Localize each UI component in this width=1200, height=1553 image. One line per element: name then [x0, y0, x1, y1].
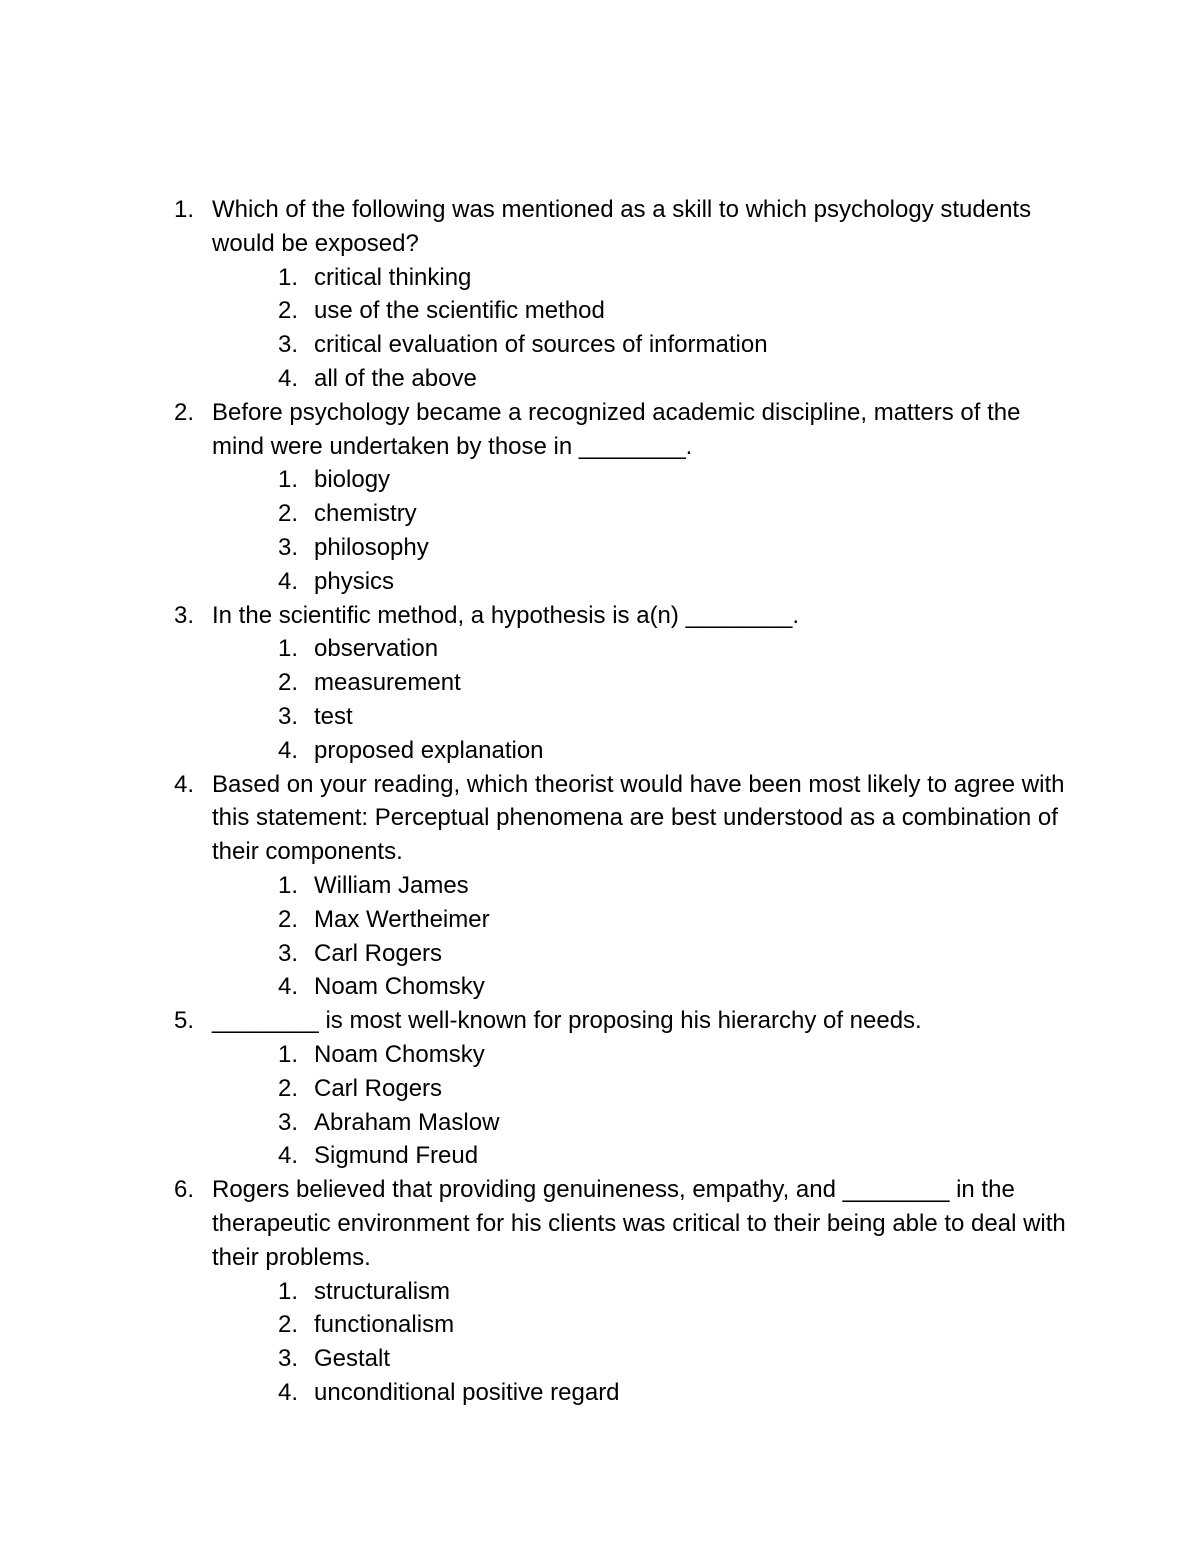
question-number: 1. [174, 196, 195, 223]
choice-number: 3. [278, 939, 299, 967]
answer-choice-list [212, 1038, 1074, 1173]
choice-text: all of the above [314, 364, 477, 392]
answer-choice [212, 1139, 1074, 1173]
answer-choice [212, 937, 1074, 971]
answer-choice [212, 632, 1074, 666]
choice-number: 1. [278, 871, 299, 899]
choice-number: 4. [278, 736, 299, 764]
question-item [174, 599, 1074, 768]
choice-number: 4. [278, 567, 299, 595]
choice-number: 2. [278, 1311, 299, 1339]
answer-choice [212, 1106, 1074, 1140]
choice-number: 3. [278, 533, 299, 561]
quiz-question-list [174, 193, 1074, 1410]
choice-number: 3. [278, 1108, 299, 1136]
answer-choice [212, 531, 1074, 565]
choice-text: critical evaluation of sources of information [314, 331, 768, 359]
choice-text: proposed explanation [314, 736, 544, 764]
question-text: Before psychology became a recognized academic discipline, matters of the mind were undertaken by those in ________. [212, 398, 1021, 460]
answer-choice [212, 869, 1074, 903]
answer-choice [212, 970, 1074, 1004]
choice-text: Sigmund Freud [314, 1142, 479, 1170]
question-text: Rogers believed that providing genuineness, empathy, and ________ in the therapeutic environment for his clients was critical to their being able to deal with their problems. [212, 1176, 1066, 1271]
choice-text: functionalism [314, 1311, 455, 1339]
choice-number: 4. [278, 973, 299, 1001]
choice-number: 1. [278, 1040, 299, 1068]
answer-choice [212, 903, 1074, 937]
question-number: 5. [174, 1007, 195, 1035]
answer-choice [212, 565, 1074, 599]
choice-text: Abraham Maslow [314, 1108, 500, 1136]
choice-number: 4. [278, 1378, 299, 1406]
question-number: 6. [174, 1176, 195, 1204]
question-item [174, 396, 1074, 599]
answer-choice [212, 734, 1074, 768]
choice-number: 2. [278, 297, 299, 325]
choice-text: use of the scientific method [314, 297, 605, 325]
question-item [174, 1004, 1074, 1173]
answer-choice [212, 1376, 1074, 1410]
choice-number: 3. [278, 1345, 299, 1373]
choice-text: chemistry [314, 500, 417, 528]
choice-number: 1. [278, 635, 299, 663]
choice-text: observation [314, 635, 439, 663]
answer-choice [212, 497, 1074, 531]
choice-text: structuralism [314, 1277, 451, 1305]
answer-choice-list [212, 632, 1074, 767]
choice-number: 4. [278, 1142, 299, 1170]
choice-text: William James [314, 871, 469, 899]
choice-number: 3. [278, 331, 299, 359]
choice-number: 1. [278, 263, 299, 291]
choice-text: Carl Rogers [314, 939, 443, 967]
choice-text: measurement [314, 669, 461, 697]
choice-number: 2. [278, 905, 299, 933]
answer-choice [212, 1342, 1074, 1376]
answer-choice-list [212, 869, 1074, 1004]
answer-choice [212, 1275, 1074, 1309]
answer-choice [212, 1038, 1074, 1072]
answer-choice [212, 1308, 1074, 1342]
choice-number: 2. [278, 669, 299, 697]
choice-text: Max Wertheimer [314, 905, 490, 933]
answer-choice [212, 328, 1074, 362]
answer-choice [212, 700, 1074, 734]
answer-choice [212, 261, 1074, 295]
choice-text: physics [314, 567, 395, 595]
answer-choice-list [212, 1275, 1074, 1410]
question-text: Which of the following was mentioned as a skill to which psychology students would be exposed? [212, 196, 1032, 257]
choice-text: critical thinking [314, 263, 472, 291]
question-number: 2. [174, 398, 195, 426]
answer-choice [212, 666, 1074, 700]
question-number: 4. [174, 770, 195, 798]
choice-text: philosophy [314, 533, 429, 561]
question-item [174, 193, 1074, 396]
answer-choice-list [212, 463, 1074, 598]
question-text: ________ is most well-known for proposing his hierarchy of needs. [212, 1007, 922, 1035]
choice-number: 2. [278, 1074, 299, 1102]
choice-text: biology [314, 466, 391, 494]
answer-choice-list [212, 261, 1074, 396]
question-number: 3. [174, 601, 195, 629]
question-text: Based on your reading, which theorist would have been most likely to agree with this statement: Perceptual phenomena are best understood as a combination of their components. [212, 770, 1065, 866]
question-text: In the scientific method, a hypothesis is a(n) ________. [212, 601, 800, 629]
choice-text: Gestalt [314, 1345, 391, 1373]
choice-text: test [314, 702, 353, 730]
choice-text: Carl Rogers [314, 1074, 443, 1102]
question-item [174, 1173, 1074, 1410]
choice-text: unconditional positive regard [314, 1378, 620, 1406]
choice-number: 4. [278, 364, 299, 392]
answer-choice [212, 362, 1074, 396]
answer-choice [212, 294, 1074, 328]
choice-number: 2. [278, 500, 299, 528]
question-item [174, 768, 1074, 1005]
choice-text: Noam Chomsky [314, 1040, 485, 1068]
choice-number: 1. [278, 466, 299, 494]
answer-choice [212, 463, 1074, 497]
answer-choice [212, 1072, 1074, 1106]
choice-number: 1. [278, 1277, 299, 1305]
choice-number: 3. [278, 702, 299, 730]
choice-text: Noam Chomsky [314, 973, 485, 1001]
